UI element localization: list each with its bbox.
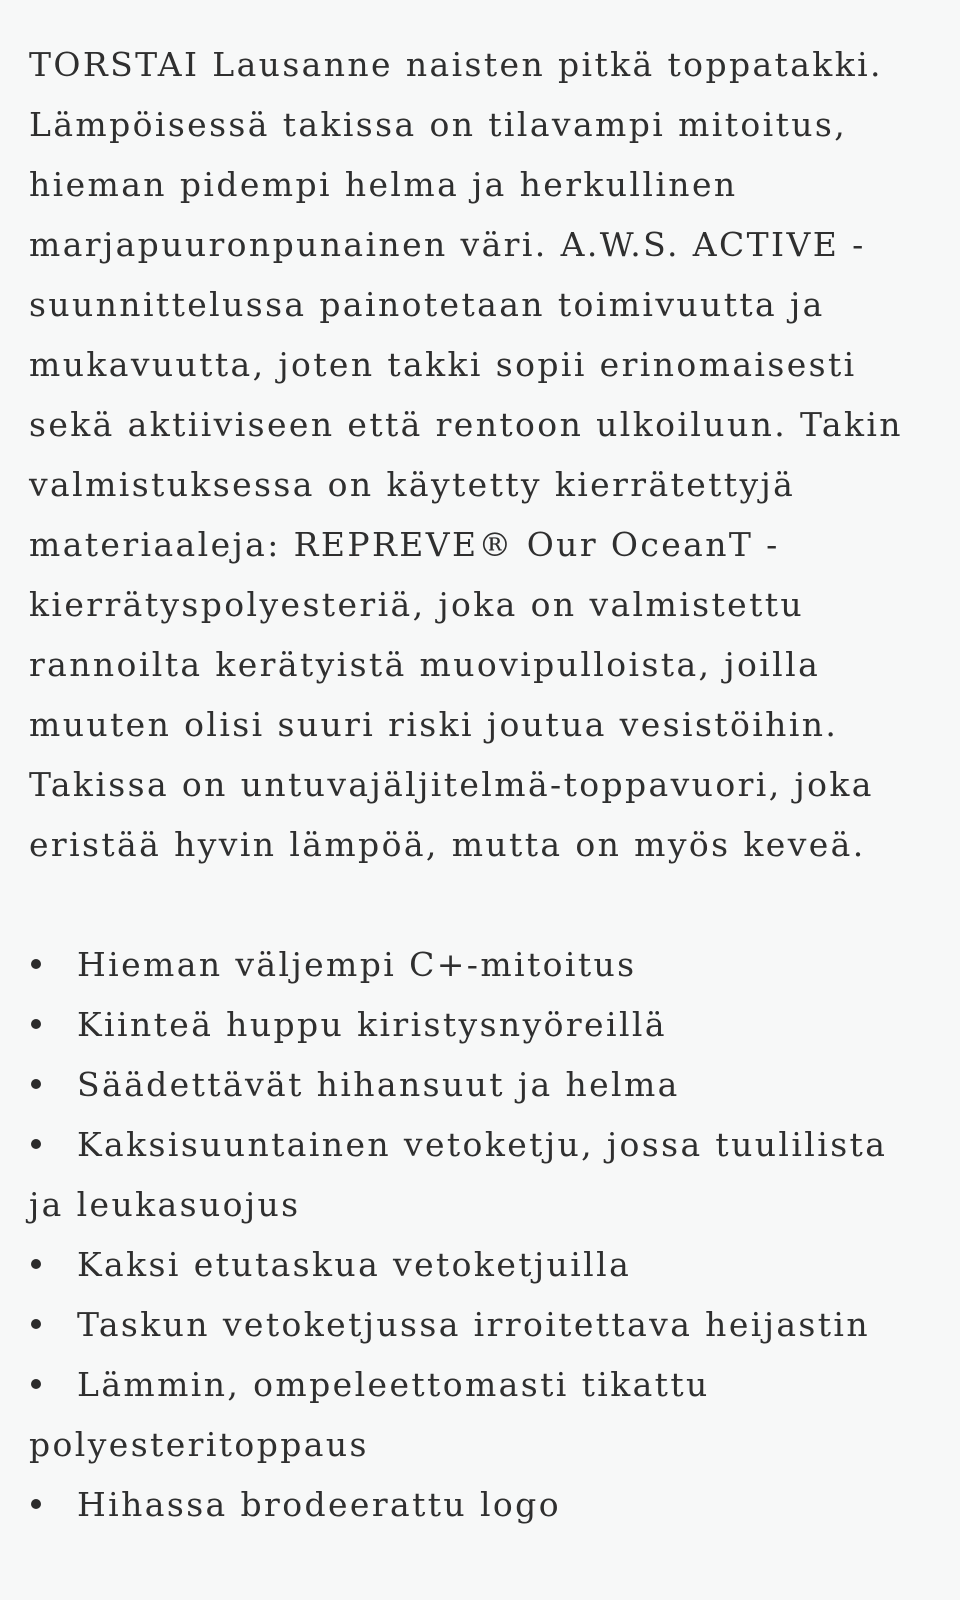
- feature-item: [29, 1475, 930, 1535]
- feature-text: Lämmin, ompeleettomasti tikattu polyesteritoppaus: [29, 1365, 710, 1464]
- feature-item: [29, 995, 930, 1055]
- feature-list: [29, 935, 930, 1535]
- feature-item: [29, 1355, 930, 1475]
- bullet-icon: [31, 1079, 41, 1089]
- bullet-icon: [31, 1139, 41, 1149]
- feature-text: Hihassa brodeerattu logo: [77, 1485, 561, 1524]
- feature-item: [29, 1295, 930, 1355]
- feature-text: Kaksisuuntainen vetoketju, jossa tuulilista ja leukasuojus: [29, 1125, 888, 1224]
- product-description-text: TORSTAI Lausanne naisten pitkä toppatakki. Lämpöisessä takissa on tilavampi mitoitus, hieman pidempi helma ja herkullinen marjapuuronpunainen väri. A.W.S. ACTIVE -suunnittelussa painotetaan toimivuutta ja mukavuutta, joten takki sopii erinomaisesti sekä aktiiviseen että rentoon ulkoiluun. Takin valmistuksessa on käytetty kierrätettyjä materiaaleja: REPREVE® Our OceanT -kierrätyspolyesteriä, joka on valmistettu rannoilta kerätyistä muovipulloista, joilla muuten olisi suuri riski joutua vesistöihin. Takissa on untuvajäljitelmä-toppavuori, joka eristää hyvin lämpöä, mutta on myös keveä.: [29, 45, 903, 864]
- bullet-icon: [31, 1379, 41, 1389]
- feature-text: Hieman väljempi C+-mitoitus: [77, 945, 637, 984]
- feature-item: [29, 1235, 930, 1295]
- feature-item: [29, 1055, 930, 1115]
- feature-text: Säädettävät hihansuut ja helma: [77, 1065, 680, 1104]
- feature-text: Kaksi etutaskua vetoketjuilla: [77, 1245, 632, 1284]
- feature-text: Kiinteä huppu kiristysnyöreillä: [77, 1005, 667, 1044]
- bullet-icon: [31, 1019, 41, 1029]
- bullet-icon: [31, 959, 41, 969]
- bullet-icon: [31, 1259, 41, 1269]
- feature-item: [29, 935, 930, 995]
- bullet-icon: [31, 1319, 41, 1329]
- feature-text: Taskun vetoketjussa irroitettava heijastin: [77, 1305, 871, 1344]
- bullet-icon: [31, 1499, 41, 1509]
- feature-item: [29, 1115, 930, 1235]
